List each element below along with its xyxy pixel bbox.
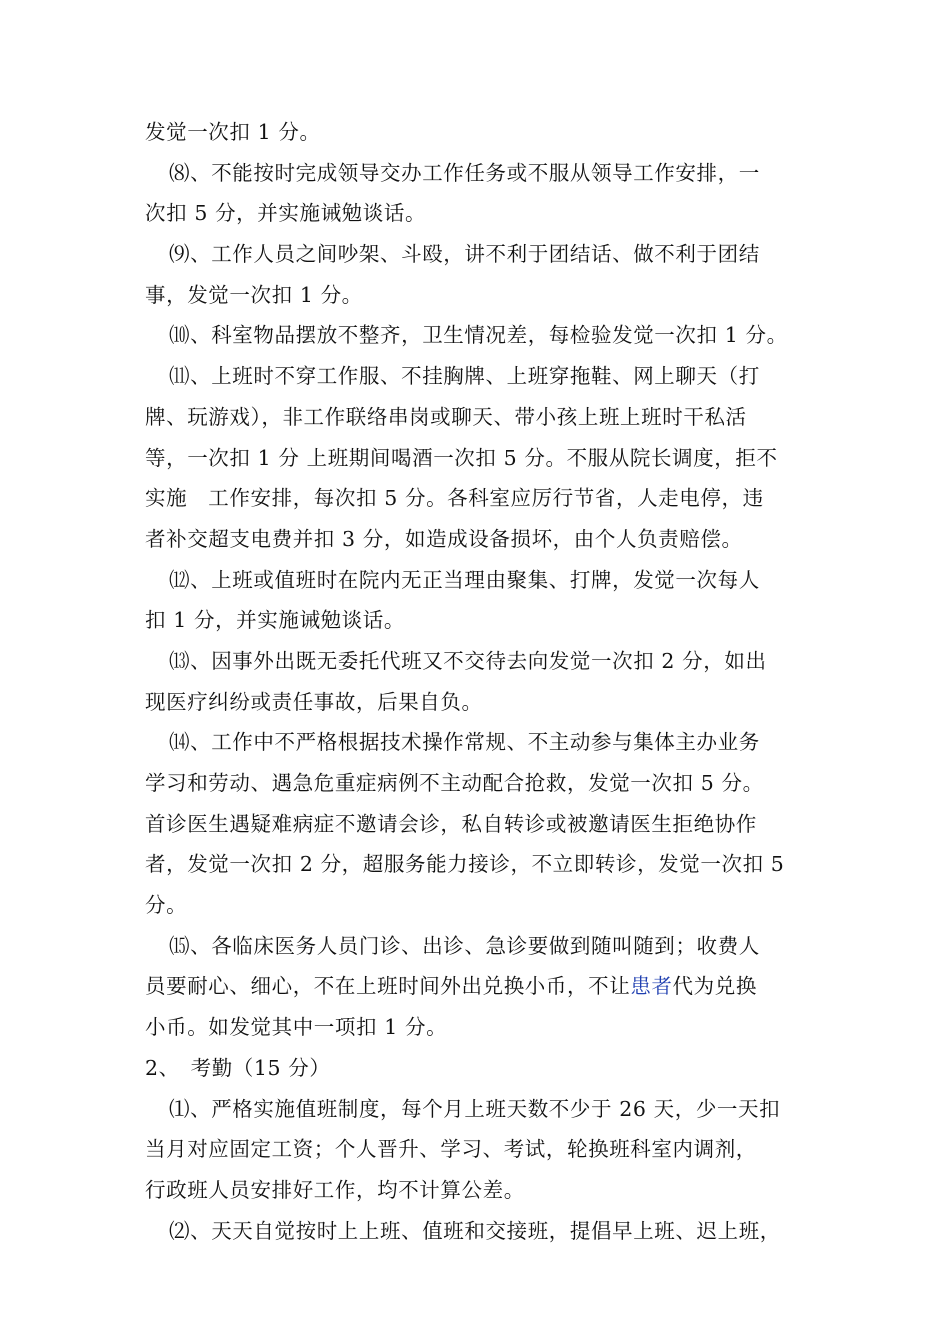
text-line: 行政班人员安排好工作，均不计算公差。 — [145, 1177, 525, 1202]
text-line: 小币。如发觉其中一项扣 1 分。 — [145, 1015, 448, 1040]
text-segment: 员要耐心、细心，不在上班时间外出兑换小币，不让 — [145, 974, 631, 999]
text-line: ⒀、因事外出既无委托代班又不交待去向发觉一次扣 2 分，如出 — [169, 648, 767, 673]
text-line: 实施 工作安排，每次扣 5 分。各科室应厉行节省，人走电停，违 — [145, 486, 764, 511]
text-line: 现医疗纠纷或责任事故，后果自负。 — [145, 689, 483, 714]
text-line: 事，发觉一次扣 1 分。 — [145, 282, 363, 307]
text-line: 等，一次扣 1 分 上班期间喝酒一次扣 5 分。不服从院长调度，拒不 — [145, 445, 778, 470]
text-line: ⑵、天天自觉按时上上班、值班和交接班，提倡早上班、迟上班， — [169, 1218, 781, 1243]
text-line: 发觉一次扣 1 分。 — [145, 120, 321, 144]
section-heading: 2、 考勤（15 分） — [145, 1055, 331, 1080]
text-line: ⑼、工作人员之间吵架、斗殴，讲不利于团结话、做不利于团结 — [169, 242, 760, 267]
text-line: 学习和劳动、遇急危重症病例不主动配合抢救，发觉一次扣 5 分。 — [145, 771, 764, 795]
text-line: 次扣 5 分，并实施诫勉谈话。 — [145, 201, 427, 226]
text-line: 分。 — [145, 893, 188, 918]
text-line: ⒂、各临床医务人员门诊、出诊、急诊要做到随叫随到；收费人 — [169, 933, 760, 958]
text-line: 当月对应固定工资；个人晋升、学习、考试，轮换班科室内调剂， — [145, 1137, 757, 1162]
text-line: 扣 1 分，并实施诫勉谈话。 — [145, 608, 405, 633]
text-line: ⑾、上班时不穿工作服、不挂胸牌、上班穿拖鞋、网上聊天（打 — [169, 364, 760, 389]
text-line: 牌、玩游戏），非工作联络串岗或聊天、带小孩上班上班时干私活 — [145, 404, 747, 429]
text-line: ⑿、上班或值班时在院内无正当理由聚集、打牌，发觉一次每人 — [169, 567, 760, 592]
text-line: ⑻、不能按时完成领导交办工作任务或不服从领导工作安排，一 — [169, 160, 760, 185]
text-line: ⑴、严格实施值班制度，每个月上班天数不少于 26 天，少一天扣 — [169, 1096, 781, 1121]
patient-link[interactable]: 患者 — [630, 974, 673, 999]
text-segment: 代为兑换 — [672, 974, 757, 999]
text-line: ⒁、工作中不严格根据技术操作常规、不主动参与集体主办业务 — [169, 730, 760, 755]
text-line: 首诊医生遇疑难病症不邀请会诊，私自转诊或被邀请医生拒绝协作 — [145, 811, 757, 836]
text-line: 者，发觉一次扣 2 分，超服务能力接诊，不立即转诊，发觉一次扣 5 — [145, 852, 785, 877]
text-line: 者补交超支电费并扣 3 分，如造成设备损坏，由个人负责赔偿。 — [145, 526, 743, 551]
document-body — [145, 112, 815, 1251]
text-line: ⑽、科室物品摆放不整齐，卫生情况差，每检验发觉一次扣 1 分。 — [169, 323, 788, 348]
text-line-with-link — [145, 966, 815, 1007]
